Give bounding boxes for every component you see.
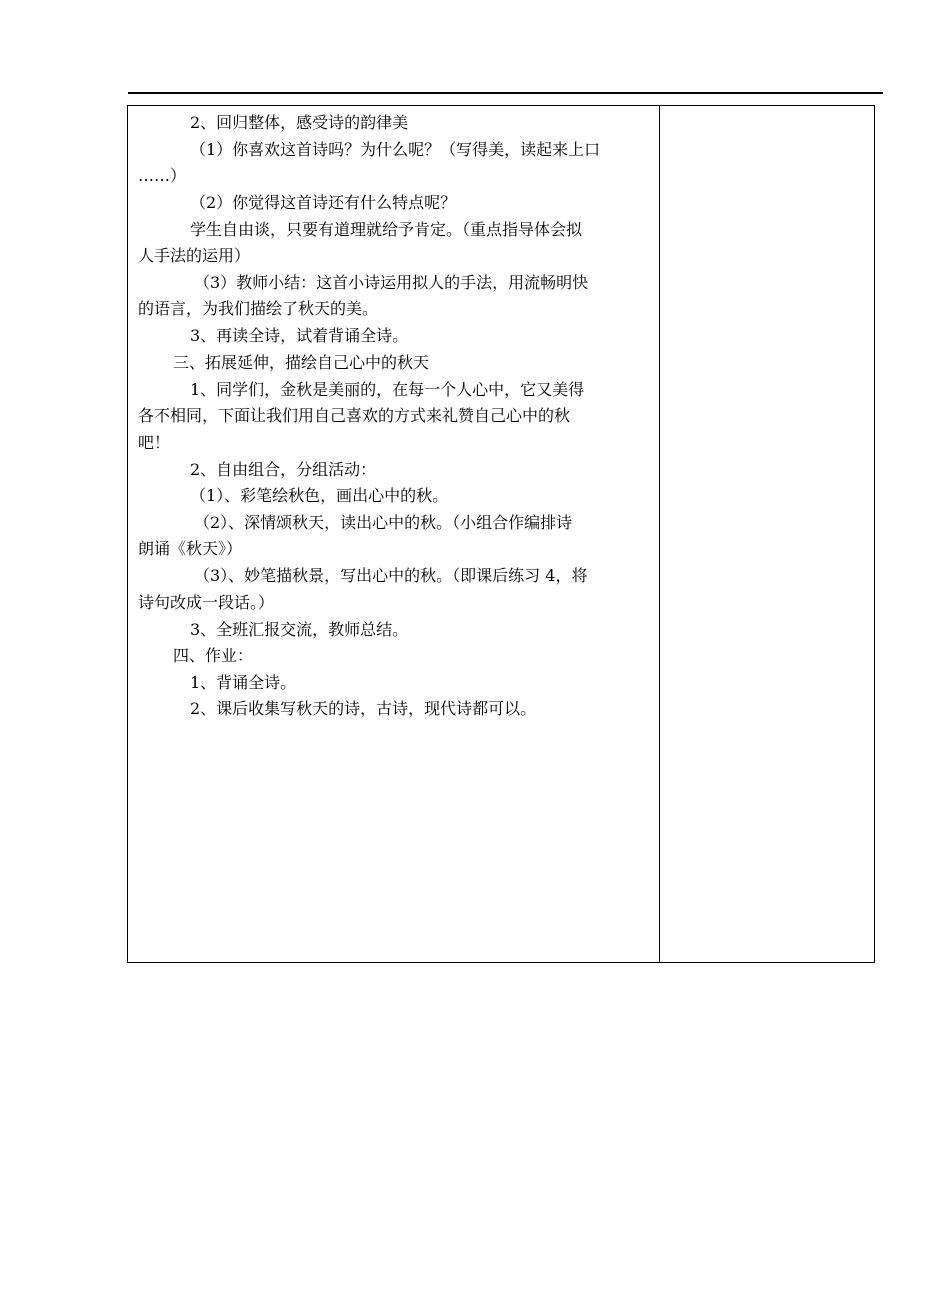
text-line: （3）、妙笔描秋景，写出心中的秋。（即课后练习 4，将 (194, 566, 588, 585)
text-line: 3、再读全诗，试着背诵全诗。 (190, 326, 409, 345)
header-rule (128, 92, 883, 94)
text-line: 吧！ (138, 433, 171, 452)
text-line: 2、回归整体，感受诗的韵律美 (190, 113, 409, 132)
text-line: 2、课后收集写秋天的诗，古诗，现代诗都可以。 (190, 699, 537, 718)
text-line: ……） (138, 166, 187, 185)
text-line: 3、全班汇报交流，教师总结。 (190, 620, 409, 639)
lesson-plan-table (127, 105, 875, 963)
notes-cell (660, 106, 874, 962)
text-line: （2）你觉得这首诗还有什么特点呢？ (190, 193, 457, 212)
text-line: 各不相同，下面让我们用自己喜欢的方式来礼赞自己心中的秋 (138, 406, 571, 425)
text-line: （3）教师小结：这首小诗运用拟人的手法，用流畅明快 (194, 273, 589, 292)
text-line: 诗句改成一段话。） (138, 593, 275, 612)
text-line: 朗诵《秋天》） (138, 539, 243, 558)
text-line: 四、作业： (173, 646, 254, 665)
lesson-content-cell (128, 106, 660, 962)
text-line: 的语言，为我们描绘了秋天的美。 (138, 299, 379, 318)
text-line: （1）你喜欢这首诗吗？为什么呢？（写得美，读起来上口 (190, 140, 601, 159)
text-line: 学生自由谈，只要有道理就给予肯定。（重点指导体会拟 (190, 220, 583, 239)
text-line: 三、拓展延伸，描绘自己心中的秋天 (173, 353, 430, 372)
text-line: （2）、深情颂秋天，读出心中的秋。（小组合作编排诗 (194, 513, 573, 532)
text-line: 1、同学们，金秋是美丽的，在每一个人心中，它又美得 (190, 380, 585, 399)
text-line: （1）、彩笔绘秋色，画出心中的秋。 (190, 486, 449, 505)
text-line: 人手法的运用） (138, 246, 251, 265)
text-line: 1、背诵全诗。 (190, 673, 297, 692)
text-line: 2、自由组合，分组活动： (190, 460, 377, 479)
